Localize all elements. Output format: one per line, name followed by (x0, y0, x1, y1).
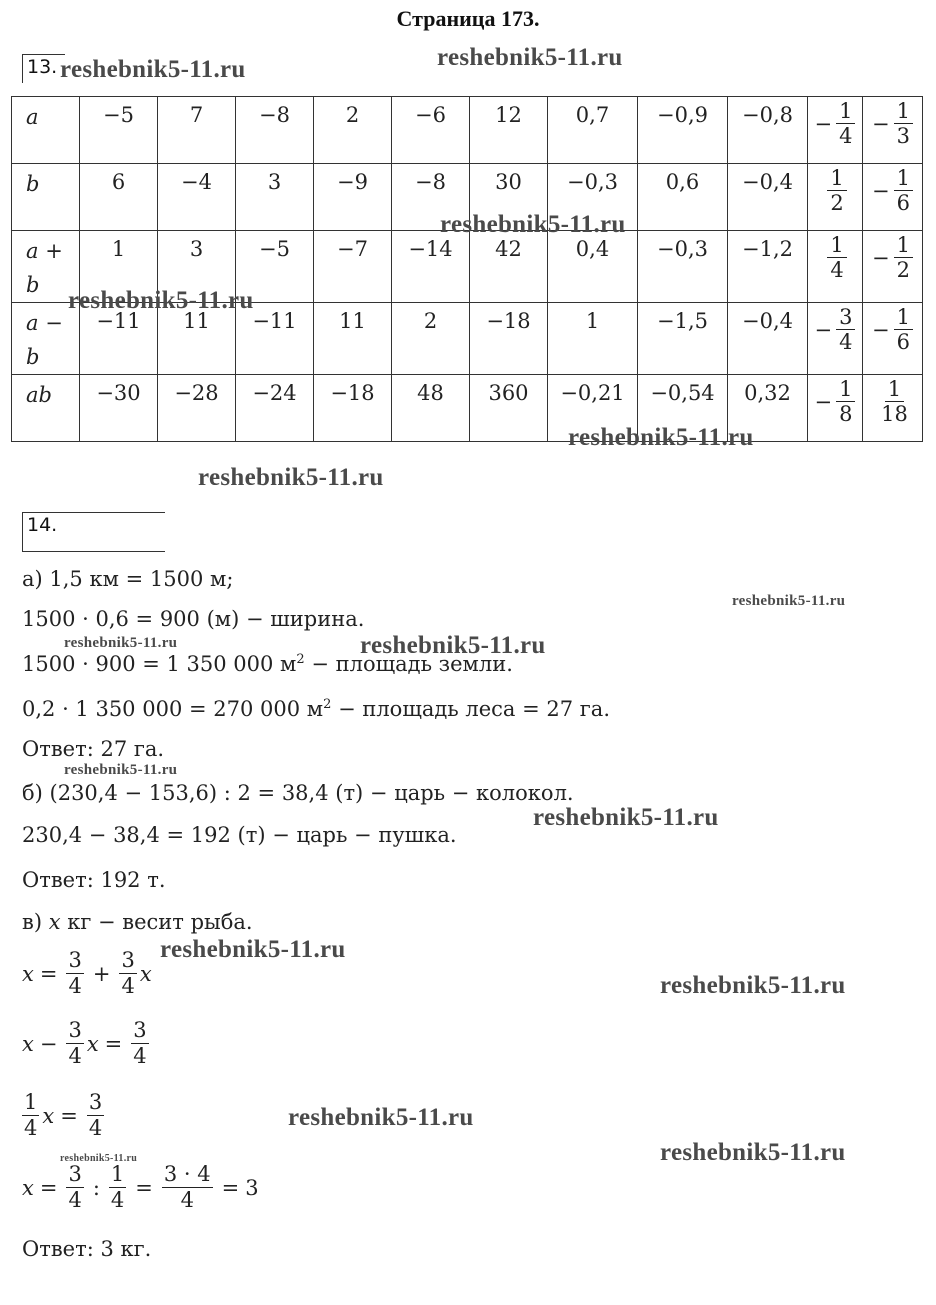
solution-a-answer: Ответ: 27 га. (22, 737, 165, 761)
watermark: reshebnik5-11.ru (60, 56, 246, 83)
table-cell-fraction (863, 375, 923, 442)
fraction-denominator: 3 (896, 124, 910, 149)
table-cell: −8 (236, 97, 314, 164)
solution-a-line-4: 0,2 · 1 350 000 = 270 000 $м^2$ − площадь леса = 27 га. (22, 697, 610, 721)
table-cell: −8 (392, 164, 470, 231)
table-cell: −0,3 (638, 231, 728, 303)
row-label: a − b (12, 303, 80, 375)
fraction-numerator: 1 (836, 99, 855, 124)
table-cell: −6 (392, 97, 470, 164)
solution-a-line-1: а) 1,5 км = 1500 м; (22, 567, 234, 591)
table-cell: −24 (236, 375, 314, 442)
table-cell: −9 (314, 164, 392, 231)
solution-c-line-1: в) x кг − весит рыба. (22, 910, 253, 934)
table-cell: 360 (470, 375, 548, 442)
fraction-sign: − (872, 245, 890, 270)
task-13-number: 13. (22, 54, 65, 83)
row-label: b (12, 164, 80, 231)
fraction-numerator: 1 (894, 305, 913, 330)
fraction-denominator: 18 (881, 402, 908, 427)
table-cell: −1,2 (728, 231, 808, 303)
table-cell: −0,3 (548, 164, 638, 231)
fraction-sign: − (872, 178, 890, 203)
table-cell: 48 (392, 375, 470, 442)
solution-a-line-2: 1500 · 0,6 = 900 (м) − ширина. (22, 607, 365, 631)
watermark: reshebnik5-11.ru (64, 762, 178, 778)
fraction-denominator: 2 (830, 191, 844, 216)
equation-4: x = $\frac{3}{4}$ : $\frac{1}{4}$ = $\frac{3 \cdot 4}{4}$ = 3 (22, 1162, 259, 1213)
fraction-numerator: 1 (836, 377, 855, 402)
table-cell: −11 (236, 303, 314, 375)
page-title: Страница 173. (396, 6, 540, 31)
table-cell: −11 (80, 303, 158, 375)
watermark: reshebnik5-11.ru (64, 635, 178, 651)
table-row (12, 97, 923, 164)
table-row (12, 375, 923, 442)
table-cell: −7 (314, 231, 392, 303)
table-cell: −0,4 (728, 164, 808, 231)
fraction-denominator: 4 (839, 124, 853, 149)
watermark: reshebnik5-11.ru (660, 1139, 846, 1166)
solution-b-answer: Ответ: 192 т. (22, 868, 166, 892)
fraction-numerator: 1 (885, 377, 904, 402)
fraction-sign: − (814, 389, 833, 414)
table-cell: 11 (314, 303, 392, 375)
watermark: reshebnik5-11.ru (68, 287, 254, 314)
table-cell: 30 (470, 164, 548, 231)
table-cell-fraction (808, 231, 863, 303)
table-cell: 3 (158, 231, 236, 303)
table-cell: 0,4 (548, 231, 638, 303)
table-cell: −5 (80, 97, 158, 164)
table-cell: −0,9 (638, 97, 728, 164)
fraction-numerator: 1 (894, 99, 913, 124)
watermark: reshebnik5-11.ru (160, 936, 346, 963)
fraction-numerator: 1 (827, 166, 846, 191)
table-cell-fraction (863, 231, 923, 303)
table-cell-fraction (808, 164, 863, 231)
fraction-numerator: 1 (827, 233, 846, 258)
watermark: reshebnik5-11.ru (660, 972, 846, 999)
table-cell: 1 (80, 231, 158, 303)
table-cell: 1 (548, 303, 638, 375)
table-cell: −14 (392, 231, 470, 303)
equation-3: 1 4 x = $\frac{3}{4}$ (24, 1090, 103, 1141)
watermark: reshebnik5-11.ru (440, 211, 626, 238)
fraction-numerator: 1 (894, 233, 913, 258)
watermark: reshebnik5-11.ru (360, 632, 546, 659)
watermark: reshebnik5-11.ru (60, 1153, 138, 1164)
equation-2: x − $\frac{3}{4}$ x = $\frac{3}{4}$ (22, 1018, 147, 1069)
watermark: reshebnik5-11.ru (533, 804, 719, 831)
fraction-numerator: 1 (894, 166, 913, 191)
fraction-denominator: 8 (839, 402, 853, 427)
watermark: reshebnik5-11.ru (437, 44, 623, 71)
watermark: reshebnik5-11.ru (198, 464, 384, 491)
watermark: reshebnik5-11.ru (288, 1104, 474, 1131)
table-cell: −30 (80, 375, 158, 442)
table-cell-fraction (808, 97, 863, 164)
equation-1: x = $\frac{3}{4}$ + $\frac{3}{4}$ x (22, 948, 152, 999)
table-cell: 11 (158, 303, 236, 375)
fraction-sign: − (814, 317, 833, 342)
table-cell: −5 (236, 231, 314, 303)
task-13-table (11, 96, 923, 442)
table-cell: −0,4 (728, 303, 808, 375)
table-cell: −0,54 (638, 375, 728, 442)
table-cell: −18 (470, 303, 548, 375)
table-cell: 0,6 (638, 164, 728, 231)
fraction-sign: − (872, 111, 890, 136)
solution-b-line-1: б) (230,4 − 153,6) : 2 = 38,4 (т) − царь − колокол. (22, 781, 574, 805)
table-cell: 7 (158, 97, 236, 164)
row-label: ab (12, 375, 80, 442)
fraction-sign: − (872, 317, 890, 342)
table-cell-fraction (808, 303, 863, 375)
fraction-denominator: 4 (830, 258, 844, 283)
fraction-denominator: 2 (896, 258, 910, 283)
table-cell: 2 (392, 303, 470, 375)
table-cell: −4 (158, 164, 236, 231)
fraction-denominator: 6 (896, 330, 910, 355)
fraction-numerator: 3 (836, 305, 855, 330)
table-cell-fraction (863, 303, 923, 375)
table-cell: 0,7 (548, 97, 638, 164)
table-cell: 3 (236, 164, 314, 231)
table-cell: 12 (470, 97, 548, 164)
fraction-sign: − (814, 111, 833, 136)
fraction-denominator: 6 (896, 191, 910, 216)
task-14-number: 14. (22, 512, 165, 552)
table-cell: −28 (158, 375, 236, 442)
table-cell: 0,32 (728, 375, 808, 442)
table-cell: 2 (314, 97, 392, 164)
solution-c-answer: Ответ: 3 кг. (22, 1237, 152, 1261)
table-cell: −1,5 (638, 303, 728, 375)
row-label: a + b (12, 231, 80, 303)
table-cell-fraction (863, 97, 923, 164)
fraction-denominator: 4 (839, 330, 853, 355)
table-cell: −0,8 (728, 97, 808, 164)
watermark: reshebnik5-11.ru (732, 593, 846, 609)
table-cell: −18 (314, 375, 392, 442)
table-cell: 42 (470, 231, 548, 303)
watermark: reshebnik5-11.ru (568, 424, 754, 451)
table-cell-fraction (808, 375, 863, 442)
table-cell: −0,21 (548, 375, 638, 442)
table-cell-fraction (863, 164, 923, 231)
solution-b-line-2: 230,4 − 38,4 = 192 (т) − царь − пушка. (22, 823, 457, 847)
table-cell: 6 (80, 164, 158, 231)
solution-a-line-3: 1500 · 900 = 1 350 000 $м^2$ − площадь земли. (22, 652, 513, 676)
row-label: a (12, 97, 80, 164)
